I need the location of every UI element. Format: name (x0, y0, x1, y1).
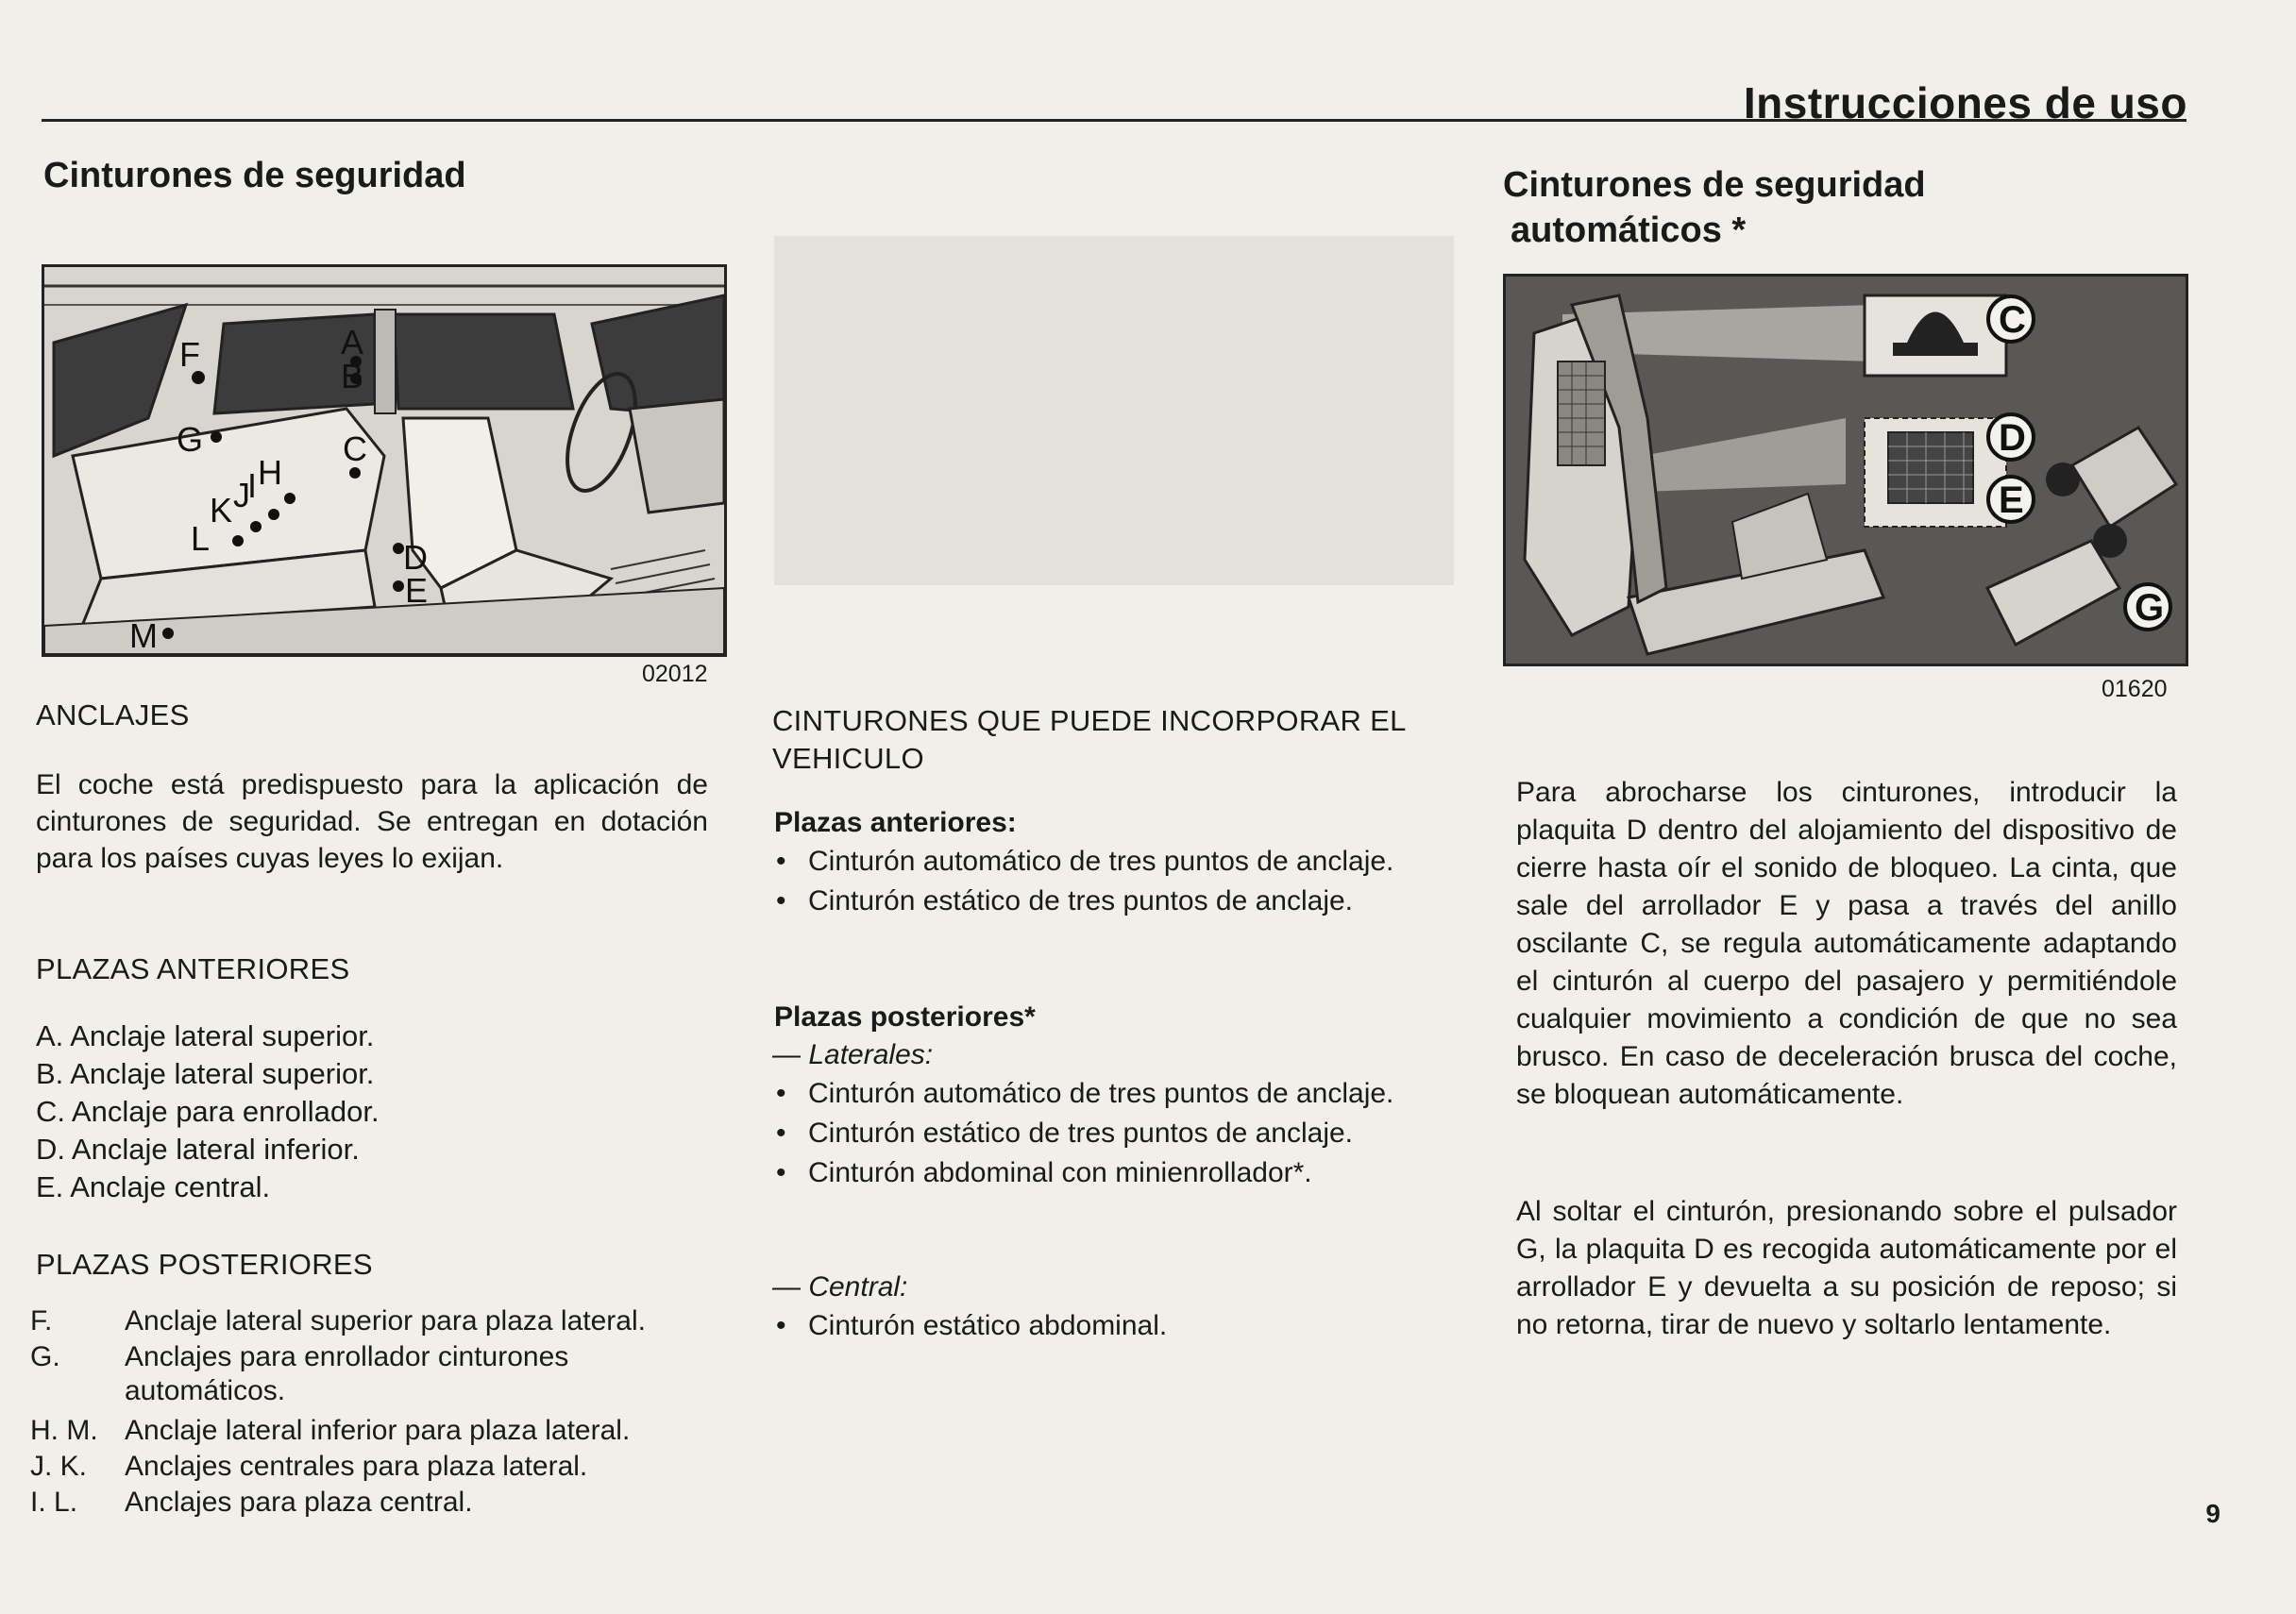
page-header-title: Instrucciones de uso (1743, 78, 2187, 127)
fig-label-j: J (233, 476, 250, 514)
middle-laterales-item: • Cinturón automático de tres puntos de anclaje. (772, 1076, 1433, 1112)
fig-label-i: I (247, 466, 258, 505)
posteriores-list (0, 1304, 755, 1531)
posteriores-text: Anclajes para plaza central. (125, 1487, 473, 1518)
posteriores-text: Anclaje lateral inferior para plaza lateral. (125, 1415, 631, 1446)
anteriores-item: C. Anclaje para enrollador. (36, 1095, 380, 1128)
fig-label-k: K (210, 491, 233, 530)
middle-posteriores-title: Plazas posteriores* (774, 1001, 1036, 1033)
left-figure-code: 02012 (642, 661, 708, 687)
posteriores-text: Anclajes centrales para plaza lateral. (125, 1451, 588, 1482)
plazas-posteriores-title: PLAZAS POSTERIORES (36, 1248, 373, 1281)
right-figure-code: 01620 (2102, 676, 2168, 702)
bleed-through-shadow (774, 236, 1454, 585)
left-intro-paragraph: El coche está predispuesto para la aplicación de cinturones de seguridad. Se entregan en dotación para los países cuyas leyes lo exijan. (36, 769, 708, 874)
middle-anteriores-list (772, 844, 1433, 923)
right-paragraph-1: Para abrocharse los cinturones, introducir la plaquita D dentro del alojamiento del dispositivo de cierre hasta oír el sonido de bloqueo. La cinta, que sale del arrollador E y pasa a través del anillo oscilante C, se regula automáticamente adaptando el cinturón al cuerpo del pasajero y permitiéndole cualquier movimiento a condición de que no sea brusco. En caso de deceleración brusca del coche, se bloquean automáticamente. (1516, 777, 2177, 1110)
car-interior-illustration (44, 267, 724, 654)
posteriores-text: Anclaje lateral superior para plaza lateral. (125, 1305, 646, 1337)
fig-label-a: A (341, 323, 364, 361)
fig2-label-e: E (1999, 479, 2024, 521)
anteriores-list (36, 1017, 380, 1206)
middle-laterales-label: — Laterales: (772, 1039, 934, 1070)
fig-label-m: M (129, 616, 158, 654)
middle-laterales-item: • Cinturón abdominal con minienrollador*. (772, 1155, 1433, 1191)
posteriores-key: F. (30, 1305, 53, 1337)
automatic-belt-figure (1503, 274, 2188, 666)
middle-central-list (772, 1308, 1433, 1348)
car-anchorage-figure (42, 264, 727, 657)
middle-laterales-list (772, 1076, 1433, 1195)
fig2-label-c: C (1999, 299, 2026, 341)
fig-label-c: C (343, 429, 367, 468)
fig-label-g: G (177, 420, 204, 459)
anteriores-item: E. Anclaje central. (36, 1170, 271, 1203)
posteriores-text: Anclajes para enrollador cinturones automáticos. (125, 1341, 569, 1406)
anteriores-item: D. Anclaje lateral inferior. (36, 1133, 360, 1166)
plazas-anteriores-title: PLAZAS ANTERIORES (36, 952, 350, 985)
left-section-heading: Cinturones de seguridad (43, 156, 466, 195)
posteriores-key: I. L. (30, 1487, 78, 1518)
fig-label-d: D (403, 538, 428, 577)
fig-label-b: B (341, 357, 364, 395)
posteriores-key: J. K. (30, 1451, 88, 1482)
right-paragraph-2: Al soltar el cinturón, presionando sobre el pulsador G, la plaquita D es recogida automáticamente por el arrollador E y devuelta a su posición de reposo; si no retorna, tirar de nuevo y soltarlo lentamente. (1516, 1196, 2177, 1340)
posteriores-key: G. (30, 1341, 60, 1372)
anclajes-title: ANCLAJES (36, 698, 190, 731)
fig2-label-g: G (2135, 587, 2165, 629)
middle-anteriores-item: • Cinturón automático de tres puntos de anclaje. (772, 844, 1433, 880)
fig-label-h: H (258, 453, 282, 492)
fig2-label-d: D (1999, 417, 2026, 459)
anteriores-item: B. Anclaje lateral superior. (36, 1057, 375, 1090)
anteriores-item: A. Anclaje lateral superior. (36, 1019, 375, 1052)
middle-central-item: • Cinturón estático abdominal. (772, 1308, 1433, 1344)
right-section-heading-line2: automáticos * (1511, 210, 1747, 250)
fig-label-l: L (191, 519, 211, 558)
fig-label-f: F (179, 335, 200, 374)
fig-label-e: E (405, 571, 429, 610)
page-number: 9 (2205, 1499, 2220, 1528)
middle-anteriores-item: • Cinturón estático de tres puntos de anclaje. (772, 883, 1433, 919)
middle-anteriores-title: Plazas anteriores: (774, 807, 1017, 838)
posteriores-key: H. M. (30, 1415, 98, 1446)
middle-central-label: — Central: (772, 1271, 908, 1303)
belt-mechanism-illustration (1506, 277, 2186, 664)
middle-laterales-item: • Cinturón estático de tres puntos de anclaje. (772, 1116, 1433, 1152)
middle-section-title: CINTURONES QUE PUEDE INCORPORAR EL VEHICULO (772, 704, 1406, 775)
right-section-heading-line1: Cinturones de seguridad (1503, 165, 1926, 205)
